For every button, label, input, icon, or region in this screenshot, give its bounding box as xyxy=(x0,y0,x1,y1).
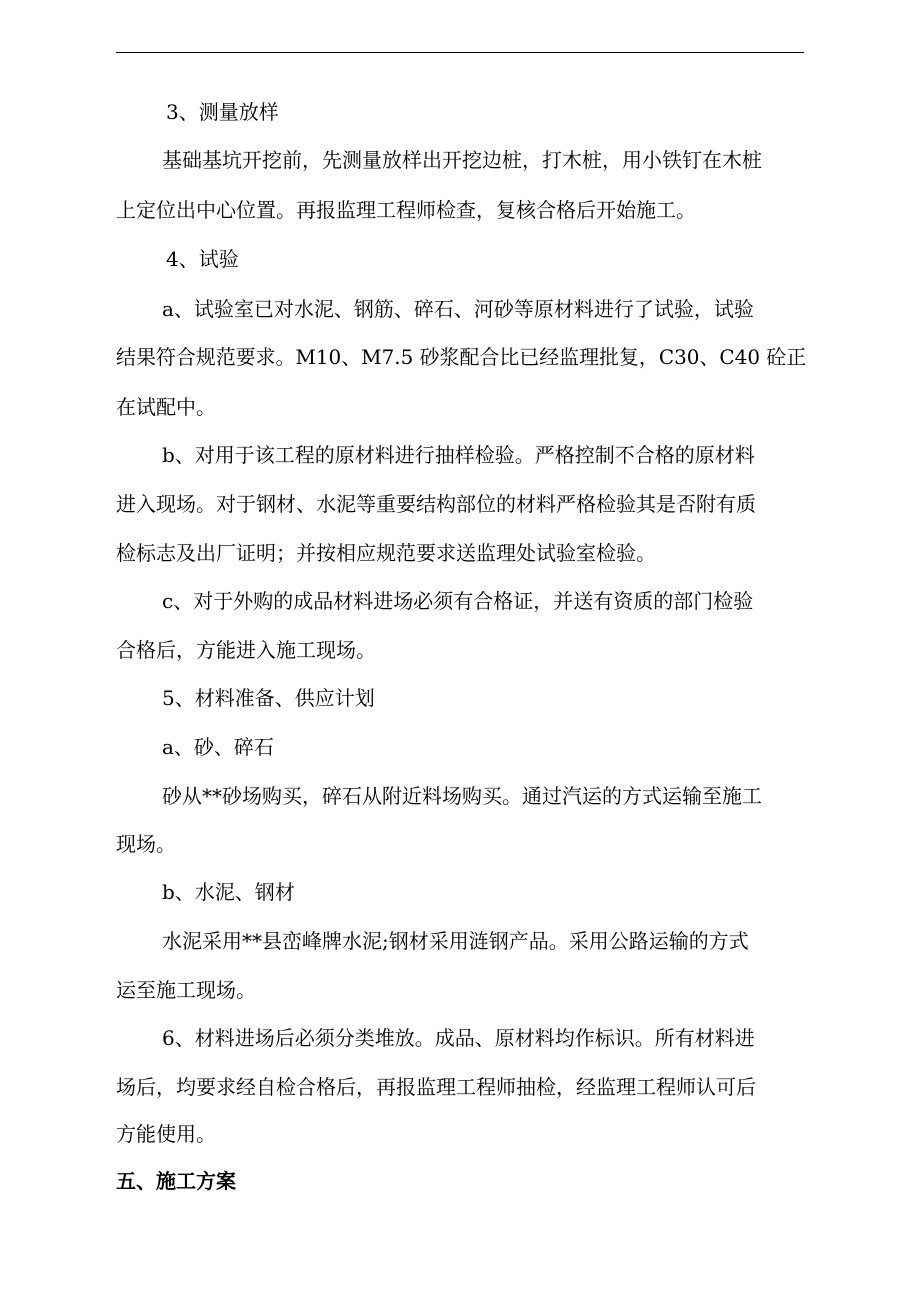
header-rule xyxy=(116,52,804,53)
list-item-label: a、砂、碎石 xyxy=(162,735,274,759)
paragraph-line: 6、材料进场后必须分类堆放。成品、原材料均作标识。所有材料进 xyxy=(162,1026,755,1050)
paragraph-line: 在试配中。 xyxy=(116,395,216,419)
subheading-test: 4、试验 xyxy=(166,247,239,271)
paragraph-line: 基础基坑开挖前，先测量放样出开挖边桩，打木桩，用小铁钉在木桩 xyxy=(162,148,762,172)
paragraph-line: 现场。 xyxy=(116,832,176,856)
paragraph-line: c、对于外购的成品材料进场必须有合格证，并送有资质的部门检验 xyxy=(162,589,754,613)
paragraph-line: 进入现场。对于钢材、水泥等重要结构部位的材料严格检验其是否附有质 xyxy=(116,492,756,516)
subheading-materials: 5、材料准备、供应计划 xyxy=(162,686,375,710)
paragraph-line: 运至施工现场。 xyxy=(116,978,256,1002)
paragraph-line: 合格后，方能进入施工现场。 xyxy=(116,638,376,662)
paragraph-line: 砂从**砂场购买，碎石从附近料场购买。通过汽运的方式运输至施工 xyxy=(162,784,762,808)
paragraph-line: 上定位出中心位置。再报监理工程师检查，复核合格后开始施工。 xyxy=(116,198,696,222)
paragraph-line: 方能使用。 xyxy=(116,1122,216,1146)
paragraph-line: a、试验室已对水泥、钢筋、碎石、河砂等原材料进行了试验，试验 xyxy=(162,297,754,321)
paragraph-line: 场后，均要求经自检合格后，再报监理工程师抽检，经监理工程师认可后 xyxy=(116,1075,756,1099)
paragraph-line: 水泥采用**县峦峰牌水泥;钢材采用涟钢产品。采用公路运输的方式 xyxy=(162,929,749,953)
subheading-survey: 3、测量放样 xyxy=(166,100,279,124)
paragraph-line: b、对用于该工程的原材料进行抽样检验。严格控制不合格的原材料 xyxy=(162,443,755,467)
list-item-label: b、水泥、钢材 xyxy=(162,880,295,904)
paragraph-line: 结果符合规范要求。M10、M7.5 砂浆配合比已经监理批复，C30、C40 砼正 xyxy=(116,345,807,369)
section-heading: 五、施工方案 xyxy=(116,1169,236,1193)
paragraph-line: 检标志及出厂证明；并按相应规范要求送监理处试验室检验。 xyxy=(116,541,656,565)
